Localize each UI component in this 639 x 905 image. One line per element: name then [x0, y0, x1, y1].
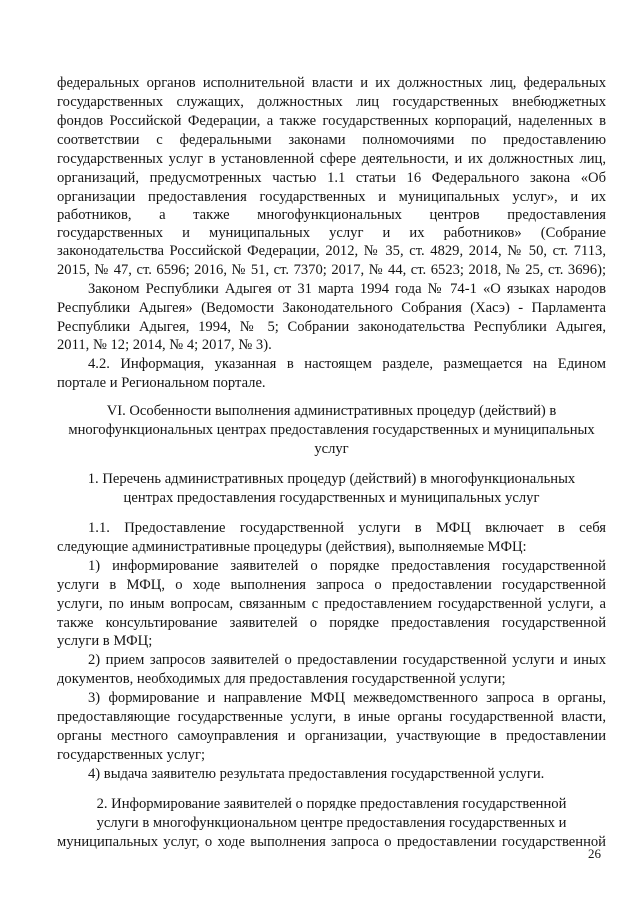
page-number: 26	[588, 846, 601, 861]
paragraph-1-line: 2015, № 47, ст. 6596; 2016, № 51, ст. 7370; 2017, № 44, ст. 6523; 2018, № 25, ст. 3696);	[57, 262, 606, 278]
list-item-3-line: государственных услуг;	[57, 747, 206, 763]
section-heading-line: VI. Особенности выполнения административных процедур (действий) в	[106, 403, 557, 419]
list-item-3-line: 3) формирование и направление МФЦ межведомственного запроса в органы,	[88, 690, 606, 706]
paragraph-3-line: портале и Региональном портале.	[57, 375, 266, 391]
paragraph-2-line: 2011, № 12; 2014, № 4; 2017, № 3).	[57, 337, 272, 353]
paragraph-1-line: государственных услуг в установленной сфере деятельности, и их должностных лиц,	[57, 151, 606, 167]
subsection-2-heading-line: услуги в многофункциональном центре предоставления государственных и	[96, 815, 567, 831]
subsection-2-heading-line: муниципальных услуг, о ходе выполнения запроса о предоставлении государственной	[57, 834, 606, 850]
paragraph-1-line: организаций, предусмотренных частью 1.1 статьи 16 Федерального закона «Об	[57, 170, 606, 186]
subsection-1-heading-line: центрах предоставления государственных и муниципальных услуг	[123, 490, 540, 506]
paragraph-1-line: законодательства Российской Федерации, 2012, № 35, ст. 4829, 2014, № 50, ст. 7113,	[57, 243, 606, 259]
list-item-1-line: услуги в МФЦ;	[57, 633, 153, 649]
list-item-3-line: предоставляющие государственные услуги, в иные органы государственной власти,	[57, 709, 606, 725]
list-item-1-line: 1) информирование заявителей о порядке предоставления государственной	[88, 558, 606, 574]
list-item-2-line: документов, необходимых для предоставления государственной услуги;	[57, 671, 506, 687]
paragraph-1-line: работников, а также многофункциональных центров предоставления	[57, 207, 606, 223]
paragraph-1-line: фондов Российской Федерации, а также государственных корпораций, наделенных в	[57, 113, 606, 129]
paragraph-2-line: Республики Адыгея» (Ведомости Законодательного Собрания (Хасэ) - Парламента	[57, 300, 606, 316]
paragraph-1-line: федеральных органов исполнительной власти и их должностных лиц, федеральных	[57, 75, 606, 91]
paragraph-1-line: государственных служащих, должностных лиц государственных внебюджетных	[57, 94, 606, 110]
list-item-4-line: 4) выдача заявителю результата предоставления государственной услуги.	[88, 766, 545, 782]
list-item-1-line: услуги в МФЦ, о ходе выполнения запроса о предоставлении государственной	[57, 577, 606, 593]
paragraph-2-line: Республики Адыгея, 1994, № 5; Собрании законодательства Республики Адыгея,	[57, 319, 606, 335]
paragraph-2-line: Законом Республики Адыгея от 31 марта 1994 года № 74-1 «О языках народов	[88, 281, 606, 297]
paragraph-3-line: 4.2. Информация, указанная в настоящем разделе, размещается на Едином	[88, 356, 606, 372]
list-item-1-line: услуги, по иным вопросам, связанным с предоставлением государственной услуги, а	[57, 596, 606, 612]
clause-1-1-line: следующие административные процедуры (действия), выполняемые МФЦ:	[57, 539, 527, 555]
paragraph-1-line: организации предоставления государственных и муниципальных услуг», и их	[57, 189, 606, 205]
clause-1-1-line: 1.1. Предоставление государственной услуги в МФЦ включает в себя	[88, 520, 606, 536]
section-heading-line: многофункциональных центрах предоставления государственных и муниципальных	[68, 422, 595, 438]
paragraph-1-line: государственных и муниципальных услуг и их работников» (Собрание	[57, 225, 606, 241]
list-item-3-line: органы местного самоуправления и организации, участвующие в предоставлении	[57, 728, 606, 744]
list-item-1-line: также консультирование заявителей о порядке предоставления государственной	[57, 615, 606, 631]
subsection-2-heading-line: 2. Информирование заявителей о порядке предоставления государственной	[96, 796, 567, 812]
subsection-1-heading-line: 1. Перечень административных процедур (действий) в многофункциональных	[87, 471, 576, 487]
paragraph-1-line: соответствии с федеральными законами полномочиями по предоставлению	[57, 132, 606, 148]
section-heading-line: услуг	[314, 441, 349, 457]
list-item-2-line: 2) прием запросов заявителей о предоставлении государственной услуги и иных	[88, 652, 606, 668]
